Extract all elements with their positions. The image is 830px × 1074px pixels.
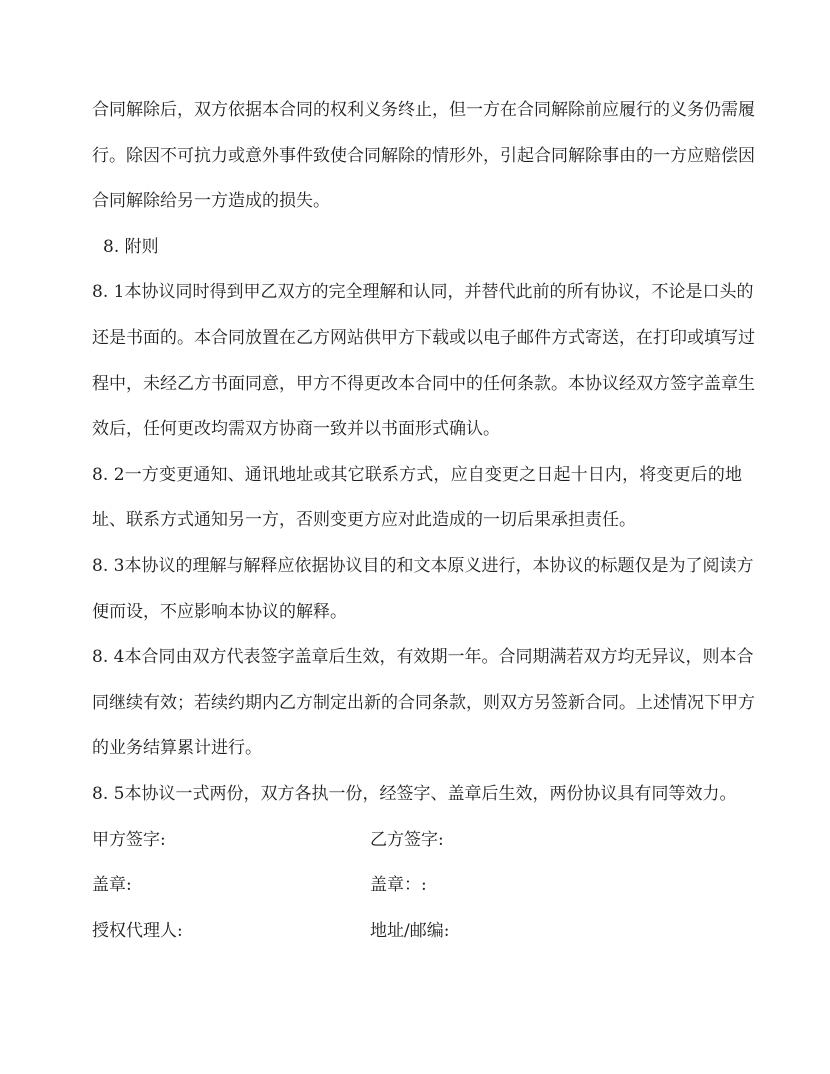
text-line: 的业务结算累计进行。 — [92, 738, 262, 759]
party-b-signature-label: 乙方签字: — [370, 829, 444, 850]
party-a-seal-label: 盖章: — [92, 875, 132, 896]
clause-8-2 — [92, 453, 742, 544]
text-line: 8. 2一方变更通知、通讯地址或其它联系方式，应自变更之日起十日内，将变更后的地 — [92, 464, 742, 485]
text-line: 8. 1本协议同时得到甲乙双方的完全理解和认同，并替代此前的所有协议，不论是口头的 — [92, 282, 754, 303]
text-line: 址、联系方式通知另一方，否则变更方应对此造成的一切后果承担责任。 — [92, 510, 636, 531]
signature-block — [92, 818, 742, 955]
document-body — [92, 88, 755, 954]
text-line: 还是书面的。本合同放置在乙方网站供甲方下载或以电子邮件方式寄送，在打印或填写过 — [92, 327, 755, 348]
text-line: 行。除因不可抗力或意外事件致使合同解除的情形外，引起合同解除事由的一方应赔偿因 — [92, 145, 755, 166]
termination-paragraph — [92, 88, 755, 225]
seal-row — [92, 863, 742, 909]
agent-row — [92, 909, 742, 955]
party-b-seal-label: 盖章：: — [370, 875, 427, 896]
text-line: 同继续有效；若续约期内乙方制定出新的合同条款，则双方另签新合同。上述情况下甲方 — [92, 692, 755, 713]
text-line: 合同解除给另一方造成的损失。 — [92, 191, 330, 212]
text-line: 8. 5本协议一式两份，双方各执一份，经签字、盖章后生效，两份协议具有同等效力。 — [92, 783, 737, 804]
text-line: 8. 4本合同由双方代表签字盖章后生效，有效期一年。合同期满若双方均无异议，则本合 — [92, 647, 754, 668]
text-line: 程中，未经乙方书面同意，甲方不得更改本合同中的任何条款。本协议经双方签字盖章生 — [92, 373, 755, 394]
clause-8-1 — [92, 270, 755, 452]
clause-8-4 — [92, 635, 755, 772]
signature-row — [92, 818, 742, 864]
clause-8-5 — [92, 772, 742, 818]
clause-8-3 — [92, 544, 754, 635]
authorized-agent-label: 授权代理人: — [92, 920, 183, 941]
address-postcode-label: 地址/邮编: — [370, 920, 450, 941]
text-line: 便而设，不应影响本协议的解释。 — [92, 601, 347, 622]
party-a-signature-label: 甲方签字: — [92, 829, 166, 850]
text-line: 8. 3本协议的理解与解释应依据协议目的和文本原义进行，本协议的标题仅是为了阅读方 — [92, 555, 754, 576]
text-line: 效后，任何更改均需双方协商一致并以书面形式确认。 — [92, 419, 500, 440]
text-line: 合同解除后，双方依据本合同的权利义务终止，但一方在合同解除前应履行的义务仍需履 — [92, 100, 755, 120]
section-heading: 8. 附则 — [103, 236, 159, 257]
